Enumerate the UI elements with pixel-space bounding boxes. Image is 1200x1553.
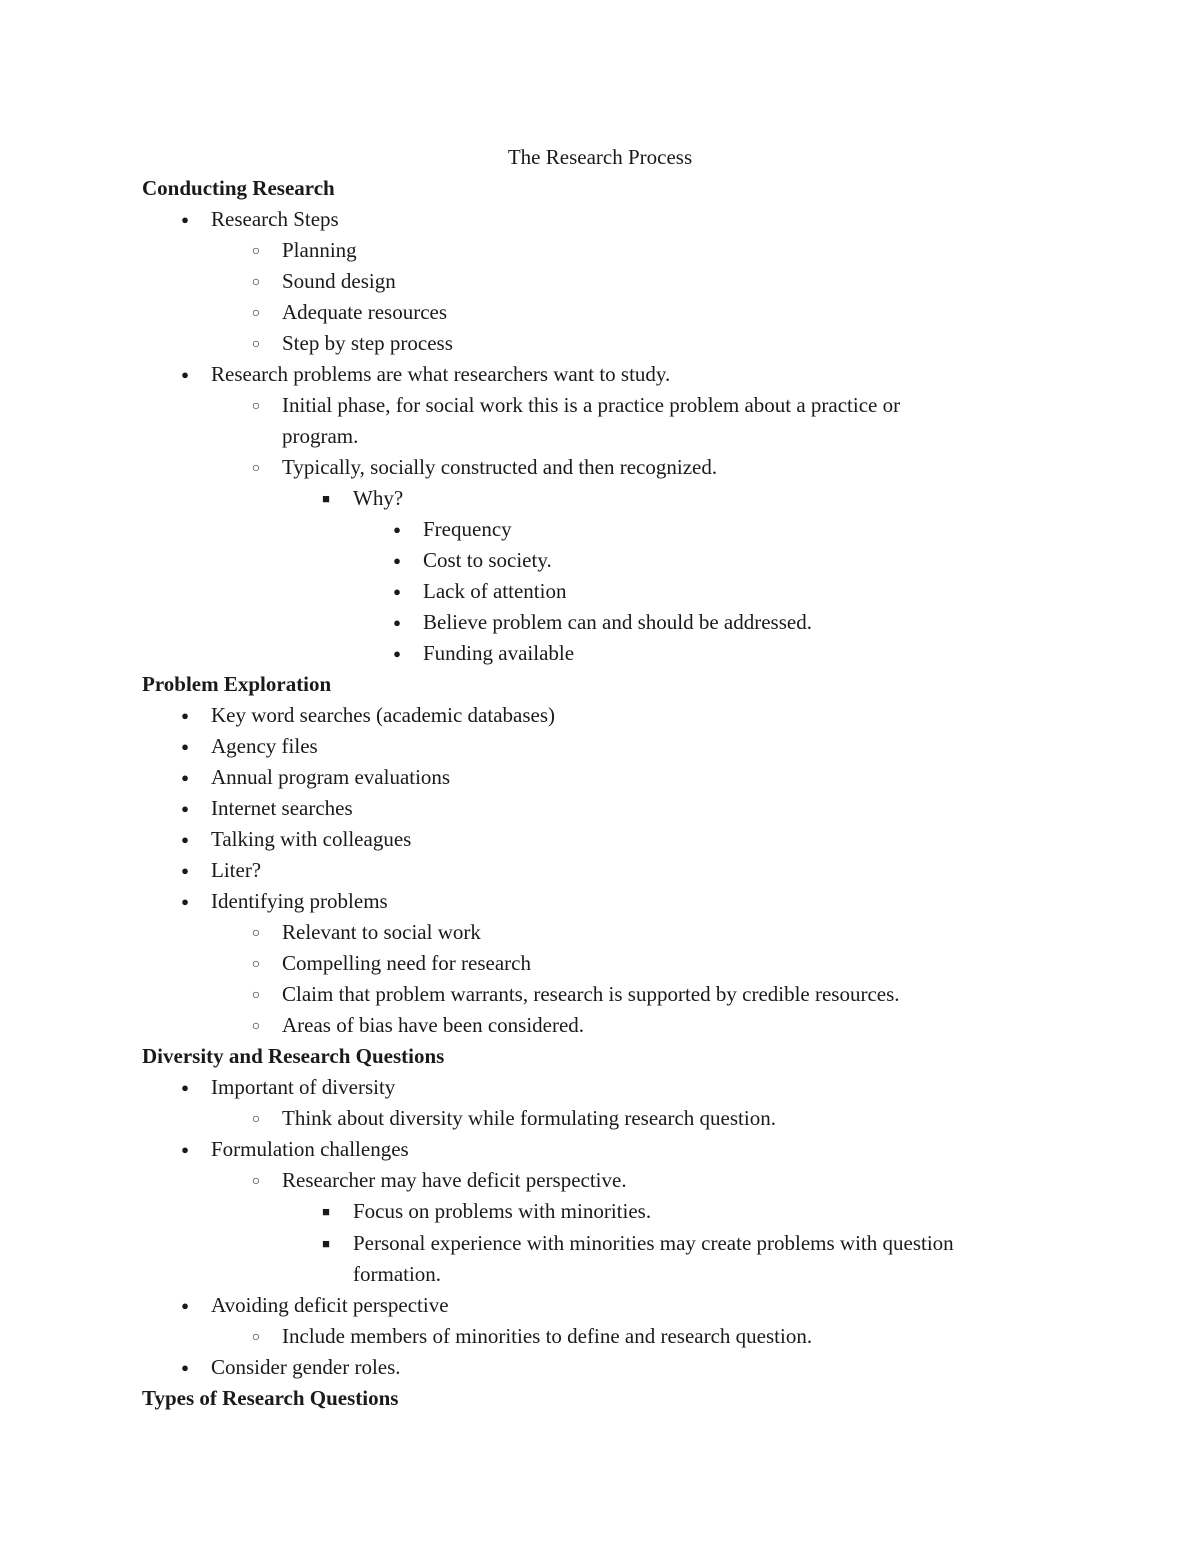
list-item: Claim that problem warrants, research is supported by credible resources. <box>282 982 900 1006</box>
circle-bullet-icon <box>246 1103 266 1137</box>
list-item: Think about diversity while formulating research question. <box>282 1106 776 1130</box>
disc-bullet-icon <box>175 1072 195 1105</box>
list-item: Sound design <box>282 269 396 293</box>
list-item: Talking with colleagues <box>211 827 412 851</box>
list-item: Believe problem can and should be addressed. <box>423 610 812 634</box>
document-title: The Research Process <box>507 145 693 169</box>
disc-bullet-icon <box>387 514 407 547</box>
list-item: Planning <box>282 238 357 262</box>
list-item: Key word searches (academic databases) <box>211 703 555 727</box>
disc-bullet-icon <box>175 1134 195 1167</box>
list-item: Researcher may have deficit perspective. <box>282 1168 627 1192</box>
list-item: Adequate resources <box>282 300 448 324</box>
disc-bullet-icon <box>387 545 407 578</box>
list-item: Consider gender roles. <box>211 1355 401 1379</box>
list-item: Identifying problems <box>211 889 388 913</box>
circle-bullet-icon <box>246 390 266 424</box>
list-item: Initial phase, for social work this is a practice problem about a practice or <box>282 393 901 417</box>
list-item: Funding available <box>423 641 575 665</box>
list-item: Focus on problems with minorities. <box>353 1199 652 1223</box>
square-bullet-icon <box>316 483 336 516</box>
list-item-continuation: formation. <box>353 1262 442 1286</box>
circle-bullet-icon <box>246 917 266 951</box>
circle-bullet-icon <box>246 948 266 982</box>
list-item: Include members of minorities to define and research question. <box>282 1324 813 1348</box>
list-item: Avoiding deficit perspective <box>211 1293 449 1317</box>
list-item-continuation: program. <box>282 424 359 448</box>
section-heading-problem-exploration: Problem Exploration <box>142 672 332 696</box>
square-bullet-icon <box>316 1228 336 1261</box>
circle-bullet-icon <box>246 979 266 1013</box>
disc-bullet-icon <box>175 1352 195 1385</box>
disc-bullet-icon <box>175 204 195 237</box>
disc-bullet-icon <box>175 359 195 392</box>
circle-bullet-icon <box>246 328 266 362</box>
disc-bullet-icon <box>387 576 407 609</box>
list-item: Areas of bias have been considered. <box>282 1013 585 1037</box>
disc-bullet-icon <box>175 762 195 795</box>
list-item: Personal experience with minorities may create problems with question <box>353 1231 954 1255</box>
disc-bullet-icon <box>175 793 195 826</box>
list-item: Research Steps <box>211 207 339 231</box>
section-heading-conducting-research: Conducting Research <box>142 176 335 200</box>
square-bullet-icon <box>316 1196 336 1229</box>
list-item: Agency files <box>211 734 318 758</box>
circle-bullet-icon <box>246 1165 266 1199</box>
disc-bullet-icon <box>387 638 407 671</box>
section-heading-diversity: Diversity and Research Questions <box>142 1044 445 1068</box>
circle-bullet-icon <box>246 1010 266 1044</box>
disc-bullet-icon <box>175 1290 195 1323</box>
list-item: Relevant to social work <box>282 920 481 944</box>
section-heading-types-of-research-questions: Types of Research Questions <box>142 1386 399 1410</box>
circle-bullet-icon <box>246 266 266 300</box>
list-item: Typically, socially constructed and then recognized. <box>282 455 718 479</box>
list-item: Lack of attention <box>423 579 567 603</box>
disc-bullet-icon <box>175 824 195 857</box>
circle-bullet-icon <box>246 297 266 331</box>
list-item: Annual program evaluations <box>211 765 451 789</box>
list-item: Compelling need for research <box>282 951 531 975</box>
list-item: Step by step process <box>282 331 453 355</box>
list-item: Cost to society. <box>423 548 552 572</box>
list-item: Important of diversity <box>211 1075 396 1099</box>
list-item: Formulation challenges <box>211 1137 409 1161</box>
circle-bullet-icon <box>246 452 266 486</box>
list-item: Liter? <box>211 858 262 882</box>
list-item: Why? <box>353 486 404 510</box>
disc-bullet-icon <box>175 855 195 888</box>
list-item: Frequency <box>423 517 512 541</box>
disc-bullet-icon <box>175 700 195 733</box>
list-item: Internet searches <box>211 796 353 820</box>
list-item: Research problems are what researchers want to study. <box>211 362 671 386</box>
disc-bullet-icon <box>175 886 195 919</box>
disc-bullet-icon <box>175 731 195 764</box>
circle-bullet-icon <box>246 235 266 269</box>
circle-bullet-icon <box>246 1321 266 1355</box>
disc-bullet-icon <box>387 607 407 640</box>
